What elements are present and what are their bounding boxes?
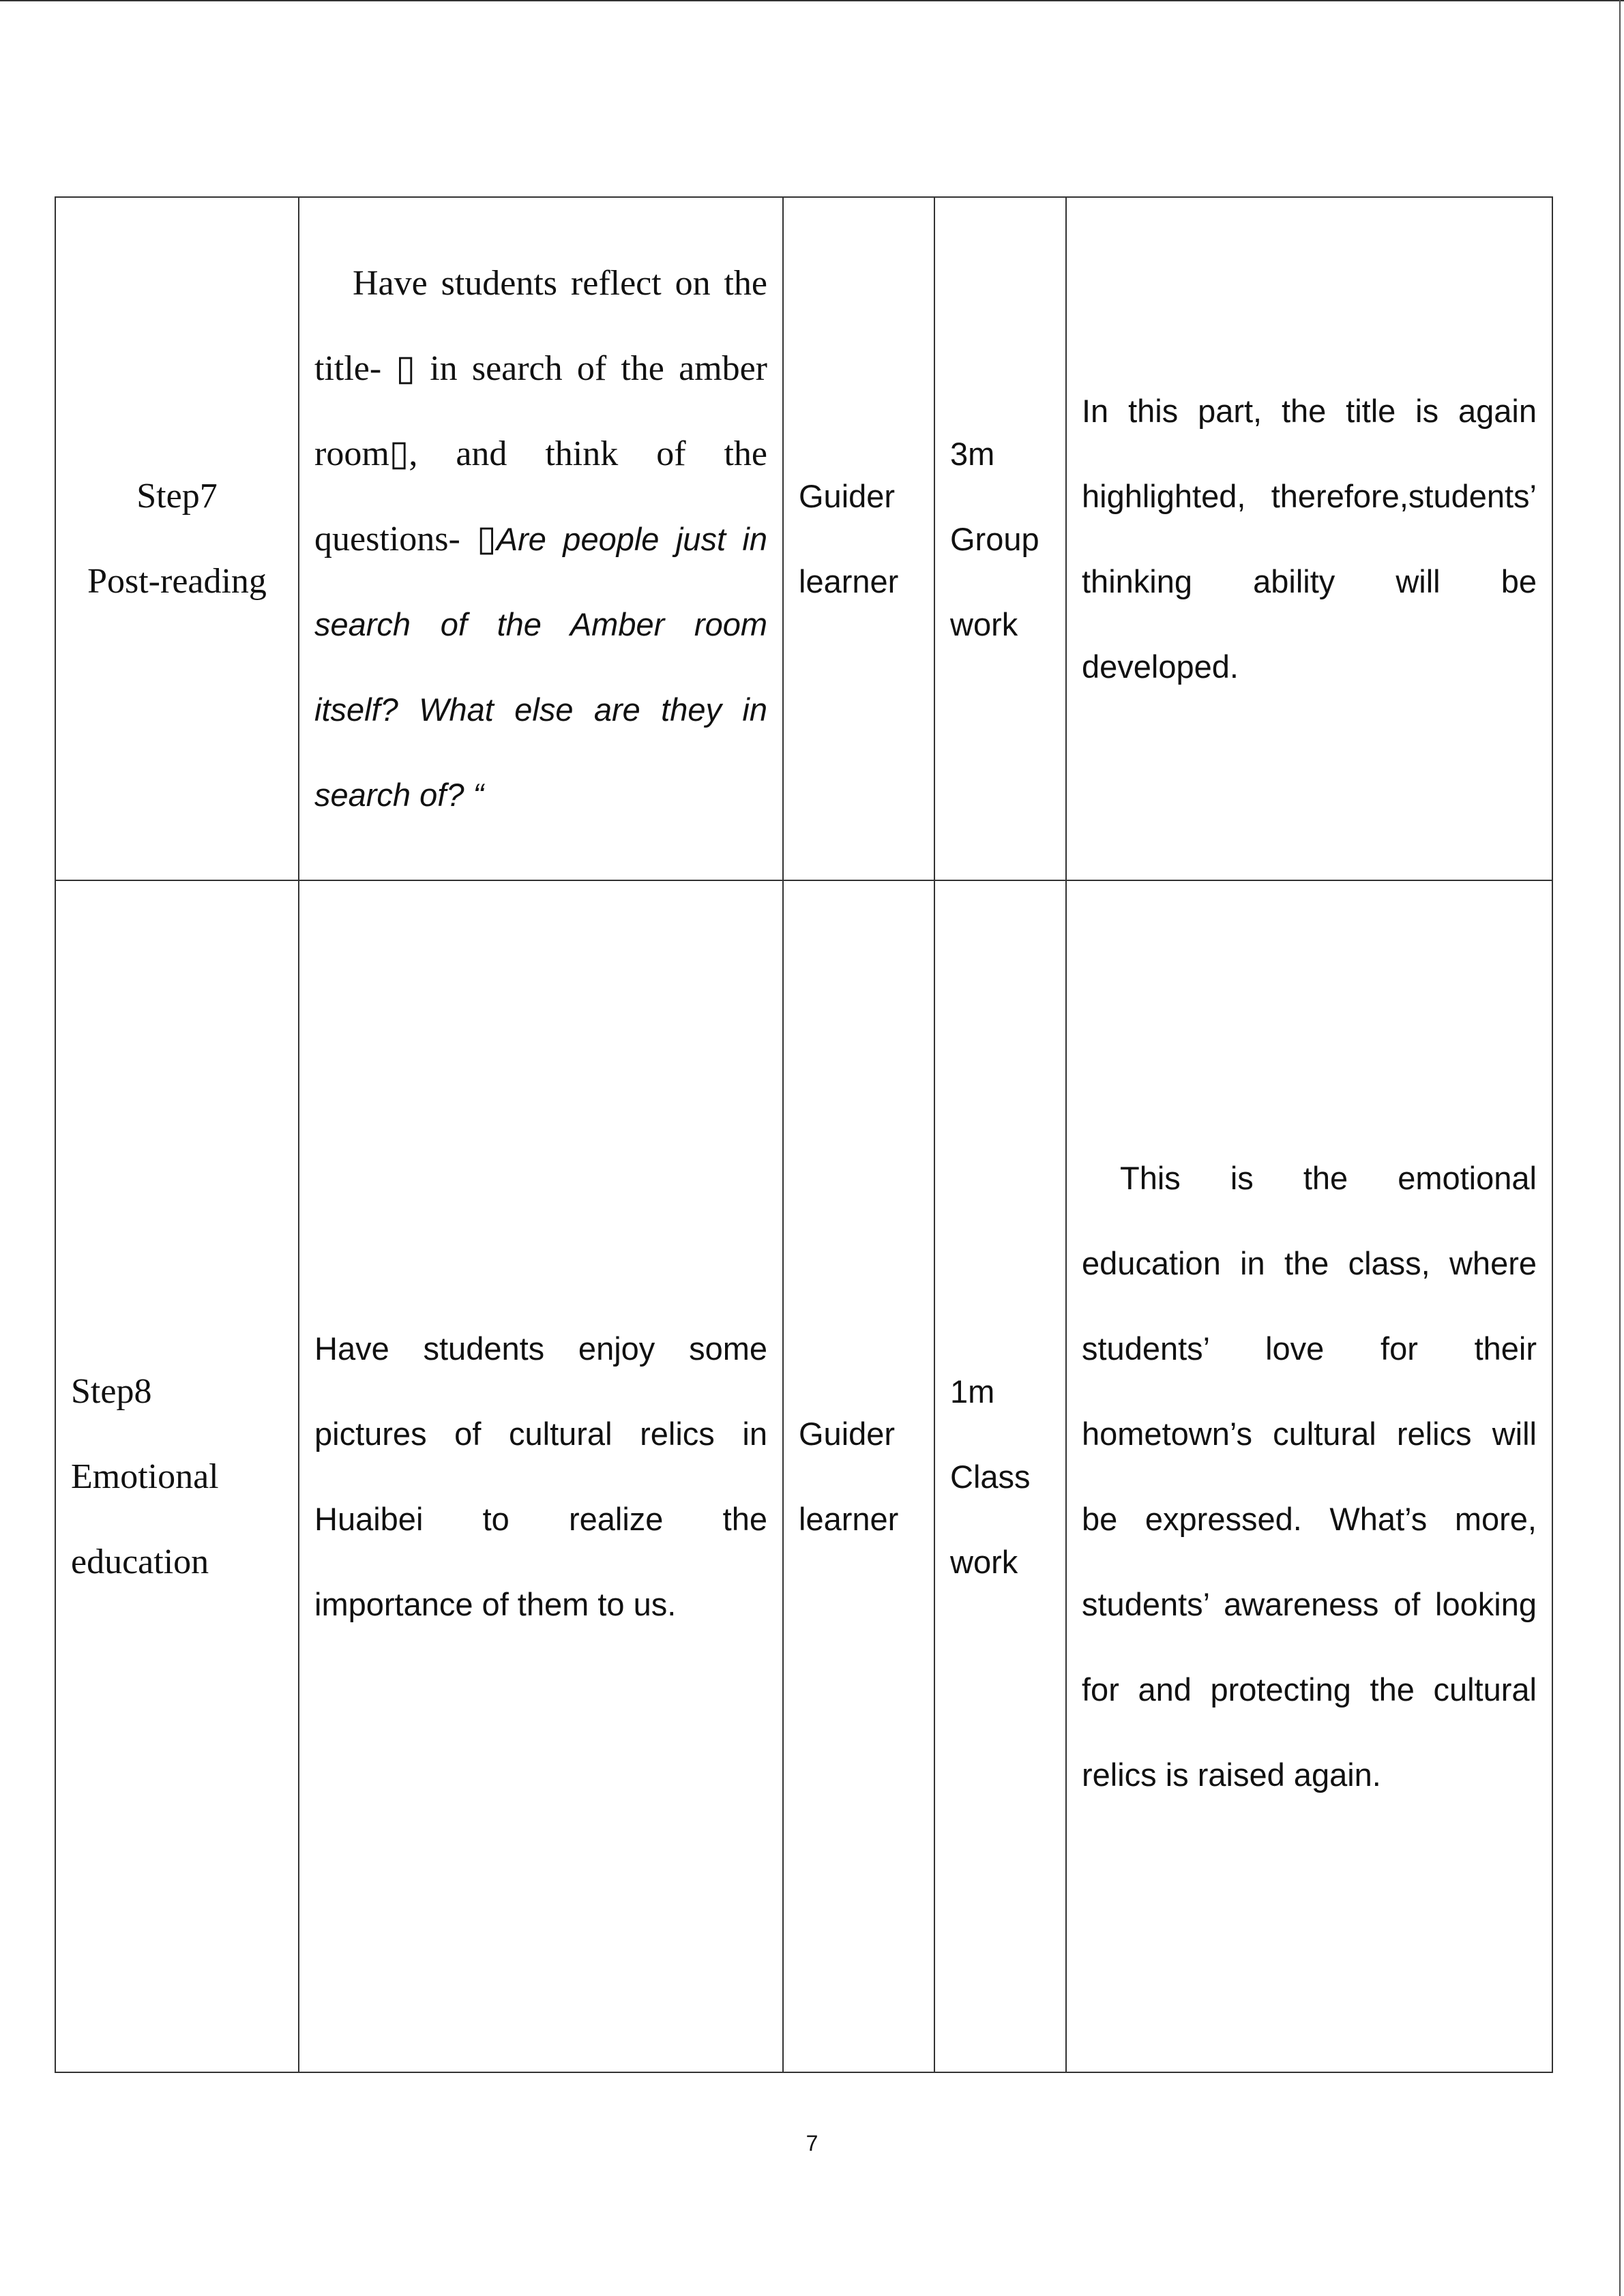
table-row-step8	[55, 880, 1552, 2072]
mode-line-1: Class	[950, 1458, 1031, 1495]
step-cell	[55, 880, 299, 2072]
role-student: learner	[799, 1501, 899, 1537]
role-teacher: Guider	[799, 1416, 896, 1452]
lesson-plan-table	[55, 196, 1553, 2073]
step-label: Step7	[136, 477, 218, 516]
step-label: Step8	[71, 1371, 152, 1411]
mode-line-1: Group	[950, 520, 1039, 557]
role-cell	[783, 197, 934, 880]
role-teacher: Guider	[799, 478, 896, 514]
activity-text: Have students enjoy some pictures of cultural relics in Huaibei to realize the importance of them to us.	[314, 1330, 767, 1622]
stage-label: Post-reading	[87, 562, 267, 601]
page-right-border	[1619, 0, 1621, 2296]
role-cell	[783, 880, 934, 2072]
time-mode-cell	[934, 197, 1066, 880]
page-number: 7	[806, 2131, 818, 2156]
stage-line-1: Emotional	[71, 1457, 219, 1496]
table-row-step7	[55, 197, 1552, 880]
activity-text: Have students reflect on the title- ▯ in search of the amber room▯, and think of the questions- ▯	[314, 263, 767, 558]
mode-line-2: work	[950, 1543, 1018, 1580]
time-mode-cell	[934, 880, 1066, 2072]
activity-question: Are people just in search of the Amber room itself? What else are they in search of? “	[314, 520, 767, 813]
page-top-border	[0, 0, 1624, 1]
role-student: learner	[799, 563, 899, 599]
purpose-text: This is the emotional education in the class, where students’ love for their hometown’s cultural relics will be expressed. What’s more, students’ awareness of looking for and protecting the cultural relics is raised again.	[1082, 1160, 1537, 1793]
purpose-text: In this part, the title is again highlighted, therefore,students’ thinking ability will be developed.	[1082, 393, 1537, 685]
purpose-cell	[1066, 880, 1552, 2072]
mode-line-2: work	[950, 606, 1018, 642]
purpose-cell	[1066, 197, 1552, 880]
activity-cell	[299, 880, 783, 2072]
time-value: 3m	[950, 435, 995, 472]
step-cell	[55, 197, 299, 880]
stage-line-2: education	[71, 1542, 209, 1581]
activity-cell	[299, 197, 783, 880]
time-value: 1m	[950, 1373, 995, 1410]
